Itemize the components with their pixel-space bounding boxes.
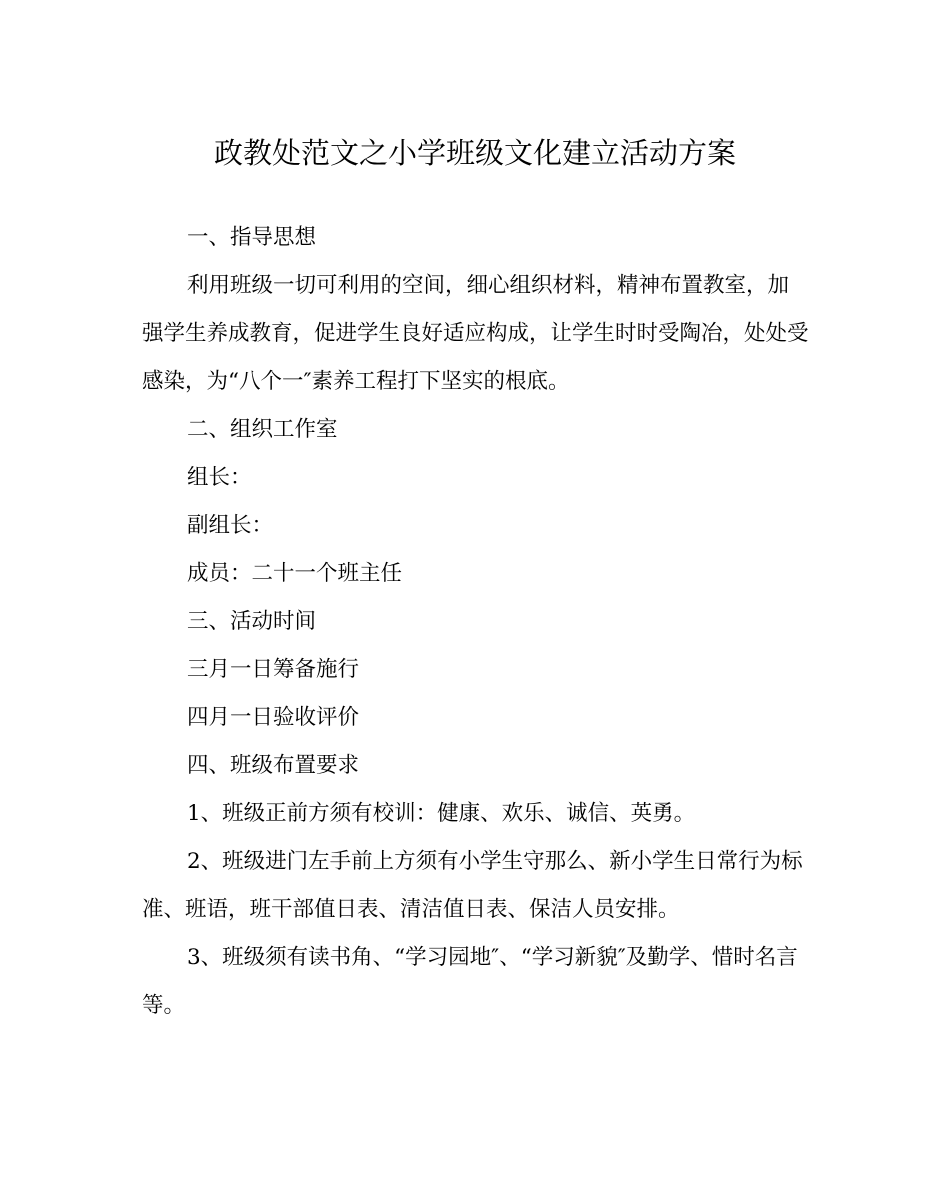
document-title: 政教处范文之小学班级文化建立活动方案 [213, 136, 736, 170]
paragraph-guiding-ideology: 利用班级一切可利用的空间，细心组织材料，精神布置教室，加强学生养成教育，促进学生良好适应构成，让学生时时受陶冶，处处受感染，为“八个一″素养工程打下坚实的根底。 [142, 273, 809, 394]
paragraph-deputy-leader: 副组长： [187, 513, 274, 538]
paragraph-requirement-1: 1、班级正前方须有校训：健康、欢乐、诚信、英勇。 [187, 801, 696, 826]
paragraph-evaluation-date: 四月一日验收评价 [187, 705, 360, 730]
paragraph-group-leader: 组长： [187, 465, 252, 490]
section-heading-guiding-ideology: 一、指导思想 [187, 225, 317, 250]
paragraph-requirement-3: 3、班级须有读书角、“学习园地″、“学习新貌″及勤学、惜时名言等。 [142, 945, 798, 1018]
section-heading-class-layout: 四、班级布置要求 [187, 753, 360, 778]
paragraph-members: 成员：二十一个班主任 [187, 561, 403, 586]
section-heading-organization: 二、组织工作室 [187, 417, 338, 442]
paragraph-preparation-date: 三月一日筹备施行 [187, 657, 360, 682]
document-body [142, 214, 810, 1030]
paragraph-requirement-2: 2、班级进门左手前上方须有小学生守那么、新小学生日常行为标准、班语，班干部值日表、清洁值日表、保洁人员安排。 [142, 849, 803, 922]
section-heading-activity-time: 三、活动时间 [187, 609, 317, 634]
